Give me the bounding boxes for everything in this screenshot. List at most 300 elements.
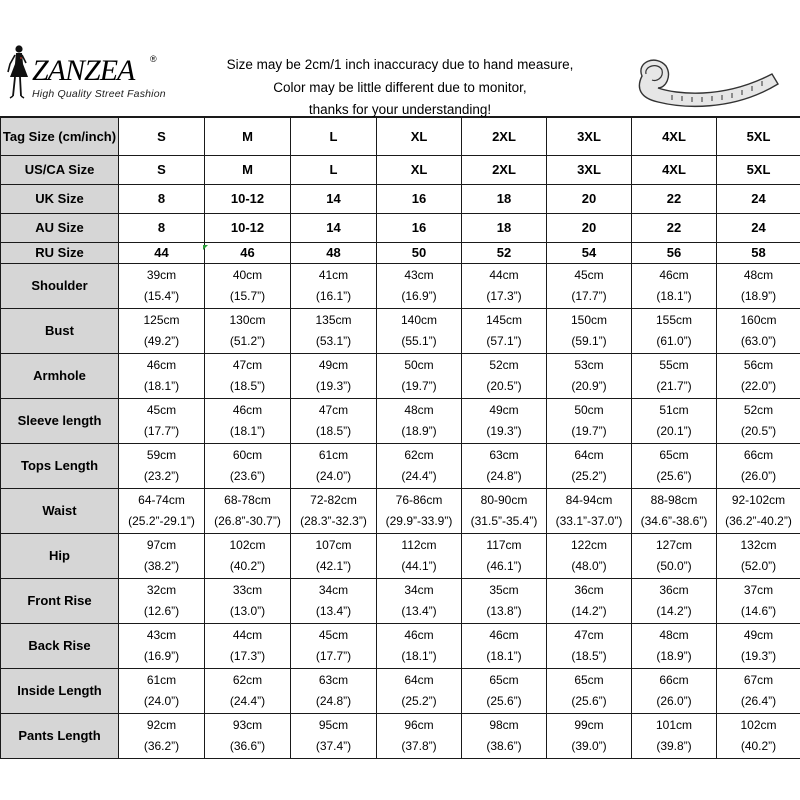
measurement-cell: [462, 399, 547, 444]
measurement-cell: [205, 534, 291, 579]
cm-value: 155cm: [655, 313, 693, 327]
inch-value: (59.1”): [571, 334, 607, 348]
measurement-cell: [377, 309, 462, 354]
inch-value: (49.2”): [143, 334, 180, 348]
cm-value: 93cm: [232, 718, 263, 732]
measurement-cell: [632, 264, 717, 309]
inch-value: (23.6”): [229, 469, 266, 483]
size-row: [1, 118, 800, 156]
inch-value: (18.5”): [315, 424, 352, 438]
size-cell: M: [205, 118, 291, 156]
size-cell: 50: [377, 243, 462, 264]
measurement-cell: [717, 579, 800, 624]
inch-value: (26.0”): [656, 694, 692, 708]
cm-value: 102cm: [229, 538, 266, 552]
inch-value: (51.2”): [229, 334, 266, 348]
inch-value: (25.6”): [571, 694, 607, 708]
measurement-cell: [119, 624, 205, 669]
cm-value: 33cm: [232, 583, 263, 597]
size-cell: 10-12: [205, 214, 291, 243]
measurement-cell: [547, 444, 632, 489]
cm-value: 61cm: [318, 448, 349, 462]
inch-value: (24.8”): [486, 469, 522, 483]
cm-value: 65cm: [659, 448, 689, 462]
measurement-cell: [291, 579, 377, 624]
size-cell: 18: [462, 214, 547, 243]
cm-value: 56cm: [743, 358, 774, 372]
cm-value: 53cm: [574, 358, 604, 372]
measurement-cell: [291, 534, 377, 579]
measurement-cell: [717, 354, 800, 399]
inch-value: (13.4”): [315, 604, 352, 618]
inch-value: (17.7”): [315, 649, 352, 663]
size-cell: 4XL: [632, 156, 717, 185]
cm-value: 43cm: [404, 268, 434, 282]
inch-value: (63.0”): [740, 334, 777, 348]
cm-value: 47cm: [574, 628, 604, 642]
inch-value: (16.9”): [143, 649, 180, 663]
cm-value: 64cm: [574, 448, 604, 462]
cm-value: 64cm: [404, 673, 434, 687]
row-label: Sleeve length: [1, 399, 119, 444]
measurement-cell: [632, 579, 717, 624]
size-cell: 18: [462, 185, 547, 214]
cm-value: 48cm: [659, 628, 689, 642]
measurement-cell: [205, 399, 291, 444]
inch-value: (17.7”): [571, 289, 607, 303]
size-cell: 14: [291, 214, 377, 243]
measurement-cell: [119, 579, 205, 624]
row-label: Hip: [1, 534, 119, 579]
cm-value: 32cm: [146, 583, 177, 597]
cm-value: 135cm: [315, 313, 352, 327]
inch-value: (17.7”): [143, 424, 180, 438]
cm-value: 48cm: [743, 268, 774, 282]
measurement-cell: [462, 669, 547, 714]
cm-value: 65cm: [574, 673, 604, 687]
measurement-row: [1, 714, 800, 759]
size-cell: 4XL: [632, 118, 717, 156]
measurement-cell: [205, 309, 291, 354]
inch-value: (18.1”): [656, 289, 692, 303]
measurement-cell: [462, 444, 547, 489]
size-row: [1, 214, 800, 243]
inch-value: (39.8”): [656, 739, 692, 753]
measurement-cell: [462, 534, 547, 579]
inch-value: (25.2”): [401, 694, 437, 708]
measurement-row: [1, 489, 800, 534]
cm-value: 99cm: [574, 718, 604, 732]
inch-value: (52.0”): [740, 559, 777, 573]
measurement-cell: [377, 624, 462, 669]
measurement-cell: [462, 489, 547, 534]
measurement-cell: [205, 624, 291, 669]
inch-value: (40.2”): [229, 559, 266, 573]
size-cell: 46: [205, 243, 291, 264]
cm-value: 60cm: [232, 448, 263, 462]
inch-value: (20.9”): [571, 379, 607, 393]
cm-value: 46cm: [232, 403, 263, 417]
cm-value: 36cm: [574, 583, 604, 597]
inch-value: (14.6”): [740, 604, 777, 618]
cm-value: 44cm: [232, 628, 263, 642]
measurement-cell: [205, 354, 291, 399]
cm-value: 50cm: [404, 358, 434, 372]
cm-value: 34cm: [404, 583, 434, 597]
inch-value: (26.8”-30.7”): [214, 514, 281, 528]
cm-value: 97cm: [146, 538, 177, 552]
cm-value: 39cm: [146, 268, 177, 282]
row-label: RU Size: [1, 243, 119, 264]
measurement-cell: [119, 489, 205, 534]
row-label: Bust: [1, 309, 119, 354]
measuring-tape-icon: [632, 54, 782, 112]
measurement-cell: [205, 714, 291, 759]
measurement-cell: [291, 669, 377, 714]
cm-value: 43cm: [146, 628, 177, 642]
inch-value: (18.5”): [229, 379, 266, 393]
inch-value: (34.6”-38.6”): [640, 514, 708, 528]
cm-value: 92-102cm: [731, 493, 786, 507]
measurement-cell: [547, 714, 632, 759]
measurement-row: [1, 624, 800, 669]
inch-value: (16.9”): [401, 289, 437, 303]
measurement-cell: [377, 534, 462, 579]
measurement-cell: [205, 264, 291, 309]
cm-value: 50cm: [574, 403, 604, 417]
inch-value: (19.7”): [401, 379, 437, 393]
inch-value: (18.9”): [740, 289, 777, 303]
size-cell: 54: [547, 243, 632, 264]
brand-name: ZANZEA: [32, 54, 135, 87]
cm-value: 36cm: [659, 583, 689, 597]
cm-value: 46cm: [404, 628, 434, 642]
cm-value: 49cm: [489, 403, 519, 417]
size-cell: 8: [119, 185, 205, 214]
inch-value: (15.7”): [229, 289, 266, 303]
inch-value: (19.3”): [315, 379, 352, 393]
inch-value: (12.6”): [143, 604, 180, 618]
measurement-cell: [119, 309, 205, 354]
brand-logo: [4, 40, 204, 120]
size-row: [1, 185, 800, 214]
measurement-cell: [547, 354, 632, 399]
measurement-row: [1, 354, 800, 399]
size-cell: 5XL: [717, 156, 800, 185]
row-label: Front Rise: [1, 579, 119, 624]
inch-value: (24.8”): [315, 694, 352, 708]
inch-value: (38.2”): [143, 559, 180, 573]
cm-value: 101cm: [655, 718, 693, 732]
size-cell: 2XL: [462, 118, 547, 156]
inch-value: (24.4”): [401, 469, 437, 483]
measurement-cell: [547, 489, 632, 534]
cm-value: 47cm: [232, 358, 263, 372]
inch-value: (24.4”): [229, 694, 266, 708]
inch-value: (46.1”): [486, 559, 522, 573]
inch-value: (20.5”): [486, 379, 522, 393]
inch-value: (44.1”): [401, 559, 437, 573]
size-cell: 24: [717, 185, 800, 214]
measurement-cell: [717, 309, 800, 354]
measurement-cell: [291, 264, 377, 309]
size-cell: 48: [291, 243, 377, 264]
measurement-cell: [547, 624, 632, 669]
measurement-cell: [205, 489, 291, 534]
measurement-cell: [632, 309, 717, 354]
cm-value: 59cm: [146, 448, 177, 462]
inch-value: (25.6”): [656, 469, 692, 483]
measurement-row: [1, 669, 800, 714]
measurement-cell: [119, 714, 205, 759]
size-cell: 16: [377, 214, 462, 243]
cm-value: 52cm: [489, 358, 519, 372]
inch-value: (37.8”): [401, 739, 437, 753]
cm-value: 117cm: [486, 538, 522, 552]
measurement-cell: [547, 669, 632, 714]
measurement-row: [1, 309, 800, 354]
size-cell: 14: [291, 185, 377, 214]
measurement-cell: [717, 489, 800, 534]
inch-value: (24.0”): [315, 469, 352, 483]
measurement-cell: [291, 714, 377, 759]
row-label: Shoulder: [1, 264, 119, 309]
cm-value: 96cm: [404, 718, 434, 732]
inch-value: (17.3”): [486, 289, 522, 303]
measurement-cell: [462, 264, 547, 309]
cm-value: 35cm: [489, 583, 519, 597]
measurement-cell: [632, 534, 717, 579]
inch-value: (36.6”): [229, 739, 266, 753]
measurement-row: [1, 444, 800, 489]
measurement-cell: [632, 669, 717, 714]
measurement-cell: [377, 579, 462, 624]
notice-line: Size may be 2cm/1 inch inaccuracy due to hand measure,: [226, 57, 574, 72]
measurement-cell: [377, 489, 462, 534]
cm-value: 72-82cm: [310, 493, 357, 507]
size-row: [1, 156, 800, 185]
measurement-cell: [205, 579, 291, 624]
cm-value: 46cm: [489, 628, 519, 642]
cm-value: 132cm: [740, 538, 777, 552]
inch-value: (55.1”): [401, 334, 437, 348]
size-cell: 22: [632, 185, 717, 214]
size-cell: 24: [717, 214, 800, 243]
inch-value: (42.1”): [315, 559, 352, 573]
inch-value: (22.0”): [740, 379, 777, 393]
row-label: Armhole: [1, 354, 119, 399]
cm-value: 65cm: [489, 673, 519, 687]
size-cell: 44: [119, 243, 205, 264]
inch-value: (15.4”): [143, 289, 180, 303]
inch-value: (16.1”): [315, 289, 352, 303]
cm-value: 48cm: [404, 403, 434, 417]
cm-value: 49cm: [318, 358, 349, 372]
cm-value: 145cm: [485, 313, 523, 327]
measurement-cell: [547, 399, 632, 444]
measurement-cell: [119, 399, 205, 444]
cm-value: 41cm: [318, 268, 349, 282]
inch-value: (29.9”-33.9”): [385, 514, 453, 528]
cm-value: 45cm: [574, 268, 604, 282]
inch-value: (20.1”): [656, 424, 692, 438]
inch-value: (21.7”): [656, 379, 692, 393]
size-cell: 3XL: [547, 156, 632, 185]
size-cell: XL: [377, 118, 462, 156]
cm-value: 40cm: [232, 268, 263, 282]
inch-value: (25.2”-29.1”): [128, 514, 195, 528]
cm-value: 46cm: [659, 268, 689, 282]
cm-value: 62cm: [232, 673, 263, 687]
cm-value: 47cm: [318, 403, 349, 417]
size-cell: 3XL: [547, 118, 632, 156]
measurement-cell: [377, 264, 462, 309]
inch-value: (14.2”): [656, 604, 692, 618]
inch-value: (53.1”): [315, 334, 352, 348]
measurement-cell: [291, 489, 377, 534]
inch-value: (25.6”): [486, 694, 522, 708]
measurement-cell: [717, 444, 800, 489]
cm-value: 61cm: [146, 673, 177, 687]
inch-value: (31.5”-35.4”): [470, 514, 538, 528]
measurement-cell: [119, 264, 205, 309]
measurement-row: [1, 579, 800, 624]
inch-value: (26.4”): [740, 694, 777, 708]
header: [0, 0, 800, 117]
row-label: AU Size: [1, 214, 119, 243]
measurement-cell: [632, 354, 717, 399]
measurement-cell: [547, 264, 632, 309]
measurement-cell: [462, 624, 547, 669]
measurement-cell: [377, 444, 462, 489]
inch-value: (28.3”-32.3”): [300, 514, 367, 528]
measurement-cell: [291, 624, 377, 669]
size-row: [1, 243, 800, 264]
cm-value: 66cm: [659, 673, 689, 687]
cm-value: 45cm: [146, 403, 177, 417]
inch-value: (18.1”): [143, 379, 180, 393]
cm-value: 51cm: [659, 403, 689, 417]
cm-value: 112cm: [401, 538, 437, 552]
inch-value: (14.2”): [571, 604, 607, 618]
cm-value: 127cm: [655, 538, 693, 552]
cm-value: 68-78cm: [224, 493, 271, 507]
measurement-cell: [205, 669, 291, 714]
cm-value: 84-94cm: [565, 493, 613, 507]
measurement-cell: [291, 354, 377, 399]
row-label: Waist: [1, 489, 119, 534]
row-label: Inside Length: [1, 669, 119, 714]
inch-value: (17.3”): [229, 649, 266, 663]
measurement-cell: [717, 669, 800, 714]
cm-value: 160cm: [740, 313, 777, 327]
inch-value: (18.5”): [571, 649, 607, 663]
size-cell: 56: [632, 243, 717, 264]
inch-value: (36.2”-40.2”): [725, 514, 792, 528]
measurement-cell: [377, 354, 462, 399]
woman-silhouette-icon: [4, 44, 32, 100]
size-cell: 10-12: [205, 185, 291, 214]
size-cell: 2XL: [462, 156, 547, 185]
measurement-cell: [119, 669, 205, 714]
measurement-cell: [717, 264, 800, 309]
inch-value: (40.2”): [740, 739, 777, 753]
registered-mark: ®: [150, 54, 157, 64]
size-cell: L: [291, 118, 377, 156]
measurement-cell: [462, 579, 547, 624]
cm-value: 52cm: [743, 403, 774, 417]
measurement-cell: [119, 444, 205, 489]
measurement-cell: [632, 489, 717, 534]
measurement-cell: [632, 444, 717, 489]
size-chart-table: [0, 117, 800, 759]
cm-value: 95cm: [318, 718, 349, 732]
inch-value: (18.1”): [401, 649, 437, 663]
cm-value: 140cm: [400, 313, 438, 327]
inch-value: (37.4”): [315, 739, 352, 753]
size-cell: 20: [547, 185, 632, 214]
cm-value: 122cm: [570, 538, 608, 552]
inch-value: (18.9”): [401, 424, 437, 438]
inch-value: (24.0”): [143, 694, 180, 708]
brand-tagline: High Quality Street Fashion: [32, 88, 166, 100]
cm-value: 55cm: [659, 358, 689, 372]
cm-value: 102cm: [740, 718, 777, 732]
measurement-cell: [462, 309, 547, 354]
inch-value: (39.0”): [571, 739, 607, 753]
cm-value: 92cm: [146, 718, 177, 732]
measurement-cell: [291, 309, 377, 354]
cm-value: 62cm: [404, 448, 434, 462]
size-cell: S: [119, 156, 205, 185]
measurement-cell: [632, 624, 717, 669]
size-cell: L: [291, 156, 377, 185]
inch-value: (57.1”): [486, 334, 522, 348]
inch-value: (18.9”): [656, 649, 692, 663]
inch-value: (19.3”): [740, 649, 777, 663]
measurement-notice: [200, 54, 600, 122]
inch-value: (61.0”): [656, 334, 692, 348]
cm-value: 49cm: [743, 628, 774, 642]
cm-value: 46cm: [146, 358, 177, 372]
measurement-cell: [547, 309, 632, 354]
size-cell: S: [119, 118, 205, 156]
row-label: Tops Length: [1, 444, 119, 489]
size-cell: 52: [462, 243, 547, 264]
measurement-cell: [119, 534, 205, 579]
inch-value: (50.0”): [656, 559, 692, 573]
row-label: US/CA Size: [1, 156, 119, 185]
measurement-row: [1, 264, 800, 309]
row-label: Back Rise: [1, 624, 119, 669]
size-cell: 16: [377, 185, 462, 214]
notice-line: Color may be little different due to monitor,: [273, 79, 527, 95]
measurement-cell: [377, 669, 462, 714]
cm-value: 44cm: [489, 268, 519, 282]
inch-value: (23.2”): [143, 469, 180, 483]
row-label: UK Size: [1, 185, 119, 214]
cm-value: 45cm: [318, 628, 349, 642]
measurement-row: [1, 399, 800, 444]
size-cell: M: [205, 156, 291, 185]
row-label: Pants Length: [1, 714, 119, 759]
inch-value: (26.0”): [740, 469, 777, 483]
cm-value: 66cm: [743, 448, 774, 462]
notice-line: thanks for your understanding!: [308, 102, 492, 117]
measurement-cell: [717, 534, 800, 579]
measurement-cell: [119, 354, 205, 399]
inch-value: (13.4”): [401, 604, 437, 618]
